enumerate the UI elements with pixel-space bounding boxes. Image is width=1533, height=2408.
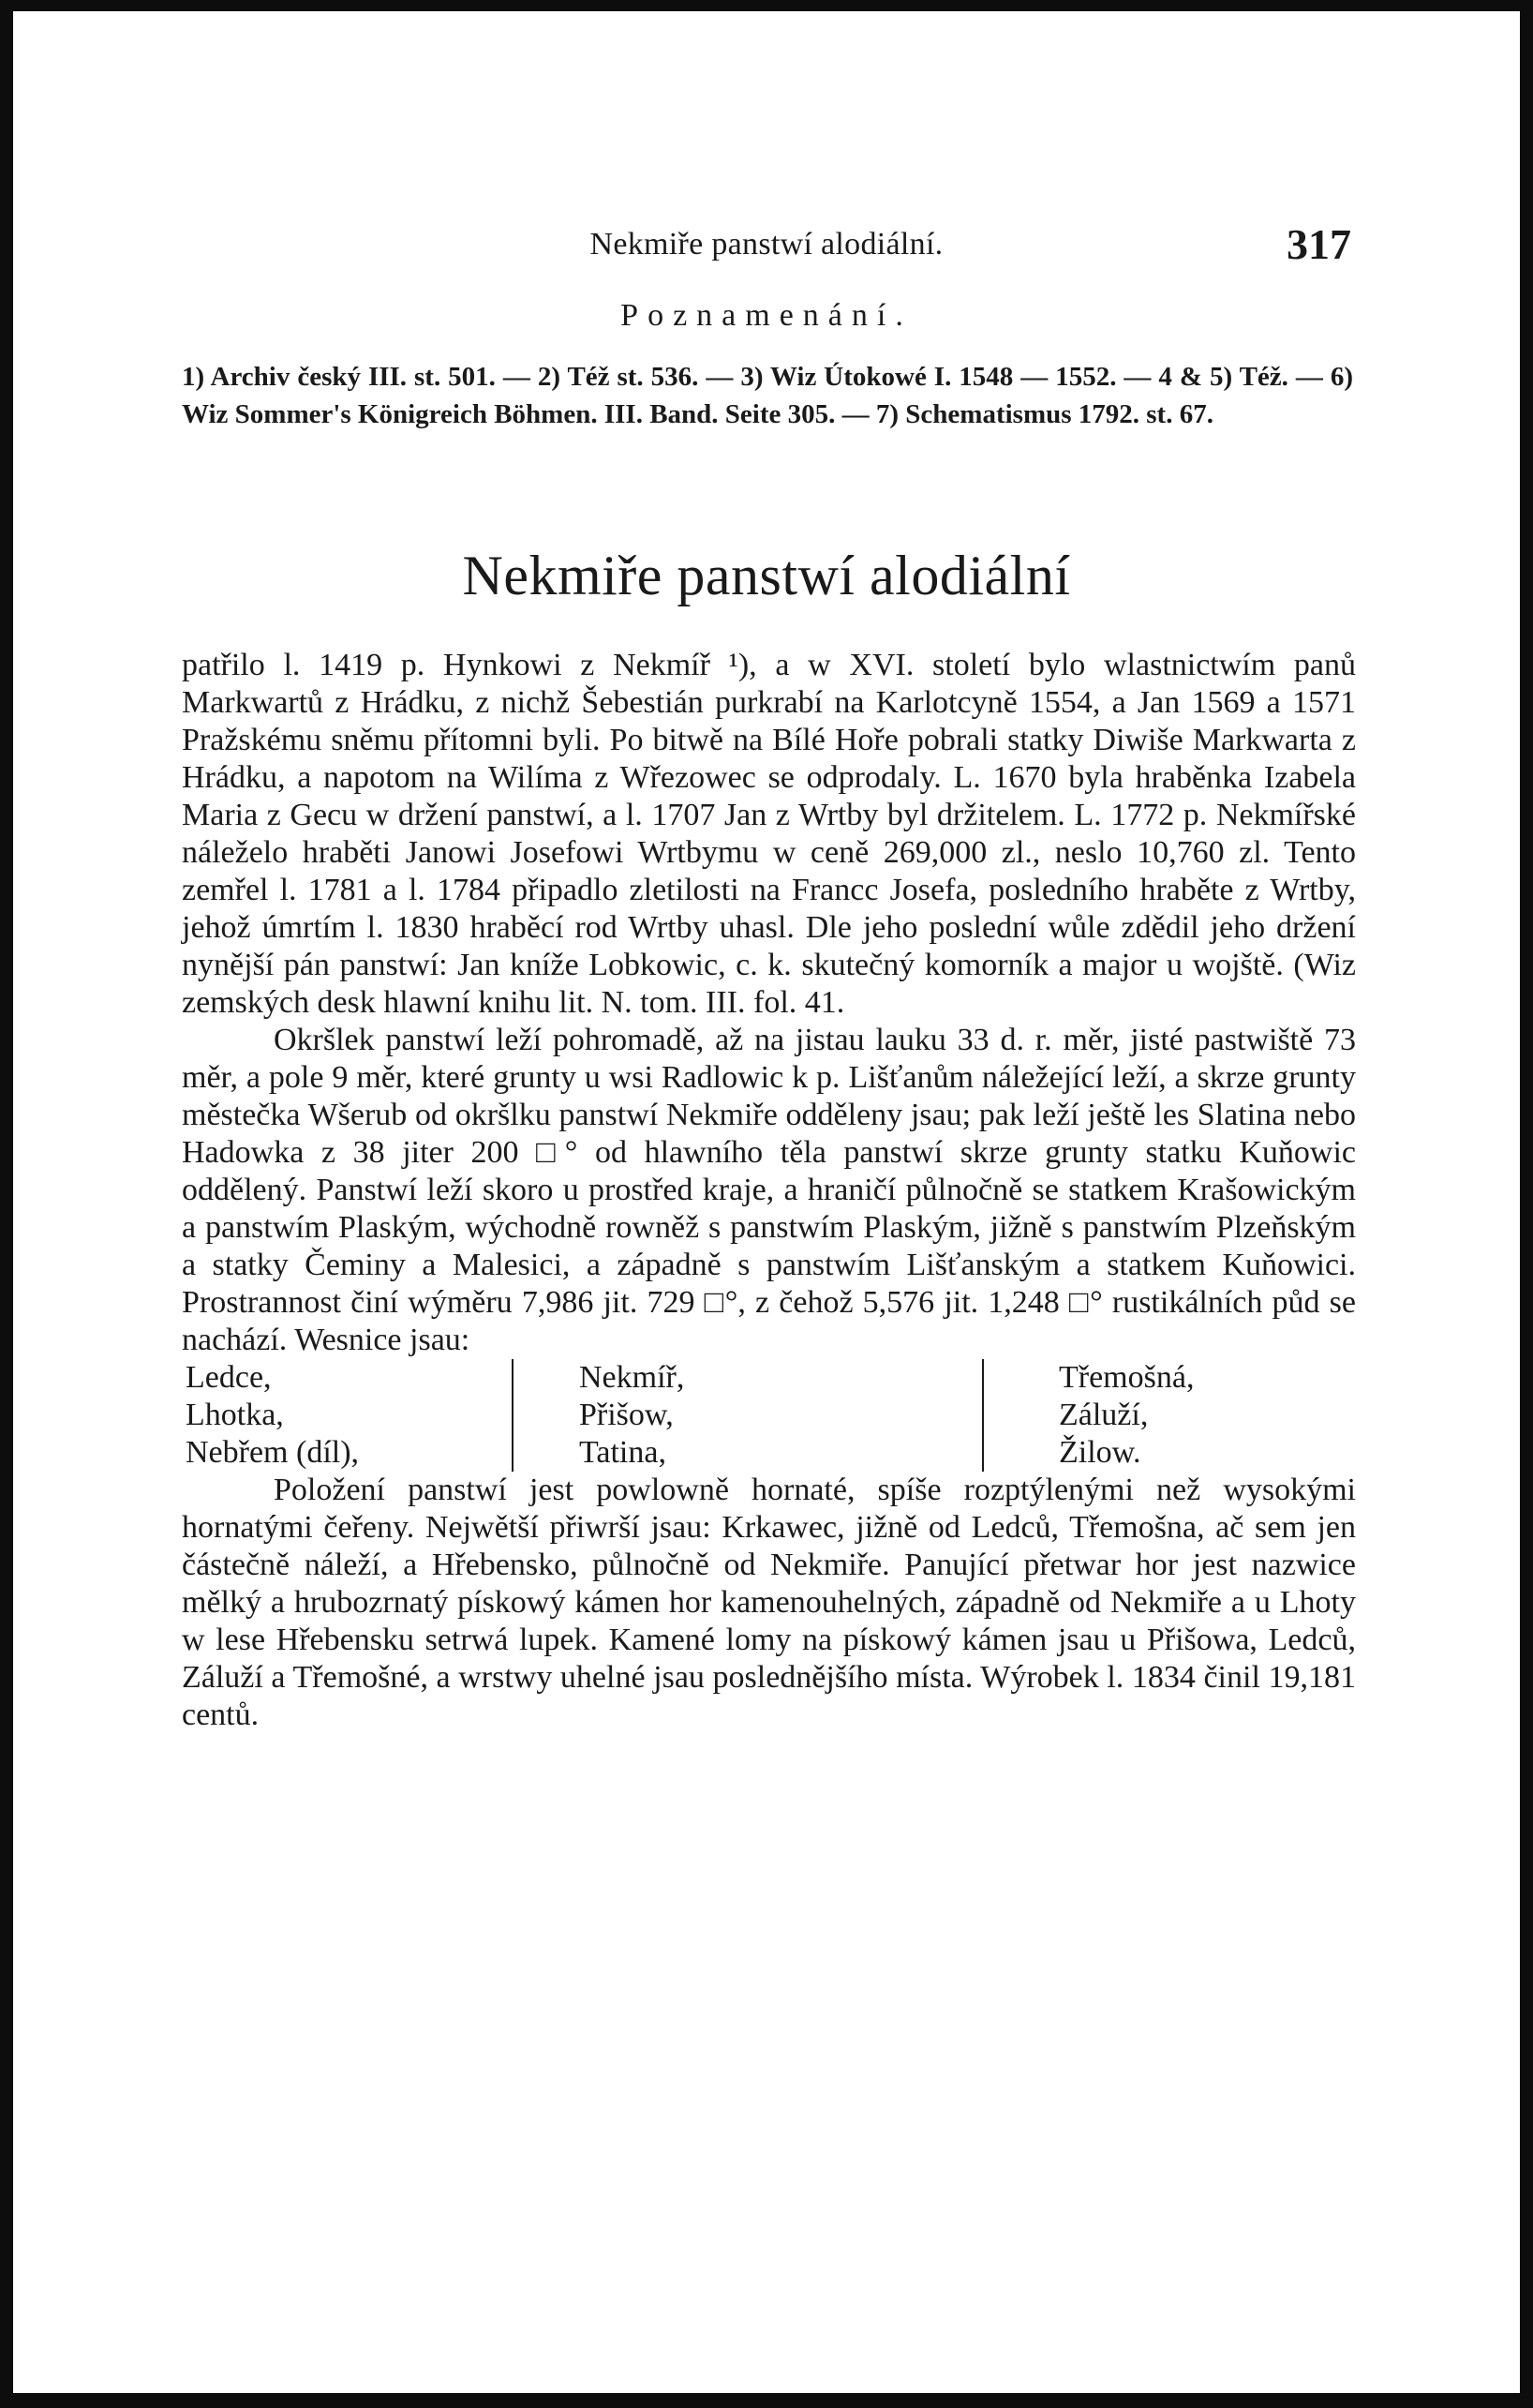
- paragraph-territory: Okršlek panstwí leží pohromadě, až na jistau lauku 33 d. r. měr, jisté pastwiště 73 měr, a pole 9 měr, které grunty u wsi Radlowic k p. Lišťanům náležející leží, a skrze grunty městečka Wšerub od okršlku panstwí Nekmiře odděleny jsau; pak leží ještě les Slatina nebo Hadowka z 38 jiter 200 □° od hlawního těla panstwí skrze grunty statku Kuňowic oddělený. Panstwí leží skoro u prostřed kraje, a hraničí půlnočně se statkem Krašowickým a panstwím Plaským, wýchodně rowněž s panstwím Plaským, jižně s panstwím Plzeňským a statky Čeminy a Malesici, a západně s panstwím Lišťanským a statkem Kuňowici. Prostrannost činí wýměru 7,986 jit. 729 □°, z čehož 5,576 jit. 1,248 □° rustikálních půd se nachází. Wesnice jsau:: [182, 1023, 1356, 1357]
- villages-column-2: [512, 1359, 982, 1472]
- running-title: Nekmiře panstwí alodiální.: [589, 227, 944, 262]
- village-item: Lhotka,: [186, 1398, 284, 1432]
- village-item: Třemošná,: [1059, 1360, 1195, 1395]
- page: [13, 11, 1520, 2393]
- villages-column-1: [182, 1359, 512, 1472]
- village-item: Žilow.: [1059, 1435, 1141, 1470]
- page-header: [182, 219, 1351, 276]
- villages-column-3: [982, 1359, 1356, 1472]
- body-text: [182, 647, 1356, 1734]
- village-item: Přišow,: [579, 1398, 674, 1432]
- village-item: Nekmíř,: [579, 1360, 685, 1395]
- paragraph-history: patřilo l. 1419 p. Hynkowi z Nekmíř ¹), a w XVI. století bylo wlastnictwím panů Markwartů z Hrádku, z nichž Šebestián purkrabí na Karlotcyně 1554, a Jan 1569 a 1571 Pražskému sněmu přítomni byli. Po bitwě na Bílé Hoře pobrali statky Diwiše Markwarta z Hrádku, a napotom na Wilíma z Wřezowec se odprodaly. L. 1670 byla hraběnka Izabela Maria z Gecu w držení panstwí, a l. 1707 Jan z Wrtby byl držitelem. L. 1772 p. Nekmířské náleželo hraběti Janowi Josefowi Wrtbymu w ceně 269,000 zl., neslo 10,760 zl. Tento zemřel l. 1781 a l. 1784 připadlo zletilosti na Francc Josefa, posledního hraběte z Wrtby, jehož úmrtím l. 1830 hraběcí rod Wrtby uhasl. Dle jeho poslední wůle zdědil jeho držení nynější pán panstwí: Jan kníže Lobkowic, c. k. skutečný komorník a major u wojště. (Wiz zemských desk hlawní knihu lit. N. tom. III. fol. 41.: [182, 648, 1356, 1020]
- footnotes: 1) Archiv český III. st. 501. — 2) Též st. 536. — 3) Wiz Útokowé I. 1548 — 1552. — 4 & 5) Též. — 6) Wiz Sommer's Königreich Böhmen. III. Band. Seite 305. — 7) Schematismus 1792. st. 67.: [182, 362, 1353, 429]
- page-number: 317: [1287, 220, 1351, 268]
- villages-table: [182, 1359, 1356, 1472]
- paragraph-terrain: Položení panstwí jest powlowně hornaté, spíše rozptýlenými než wysokými hornatými čeřeny. Nejwětší přiwrší jsau: Krkawec, jižně od Ledců, Třemošna, ač sem jen částečně náleží, a Hřebensko, půlnočně od Nekmiře. Panující přetwar hor jest nazwice mělký a hrubozrnatý pískowý kámen hor kamenouhelných, západně od Nekmiře a u Lhoty w lese Hřebensku setrwá lupek. Kamené lomy na pískowý kámen jsau u Přišowa, Ledců, Záluží a Třemošné, a wrstwy uhelné jsau poslednějšího místa. Wýrobek l. 1834 činil 19,181 centů.: [182, 1473, 1356, 1732]
- section-title: Nekmiře panstwí alodiální: [462, 545, 1071, 606]
- village-item: Tatina,: [579, 1435, 666, 1470]
- village-item: Nebřem (díl),: [186, 1435, 360, 1470]
- village-item: Záluží,: [1059, 1398, 1149, 1432]
- notes-heading: Poznamenání.: [620, 298, 913, 333]
- village-item: Ledce,: [186, 1360, 272, 1395]
